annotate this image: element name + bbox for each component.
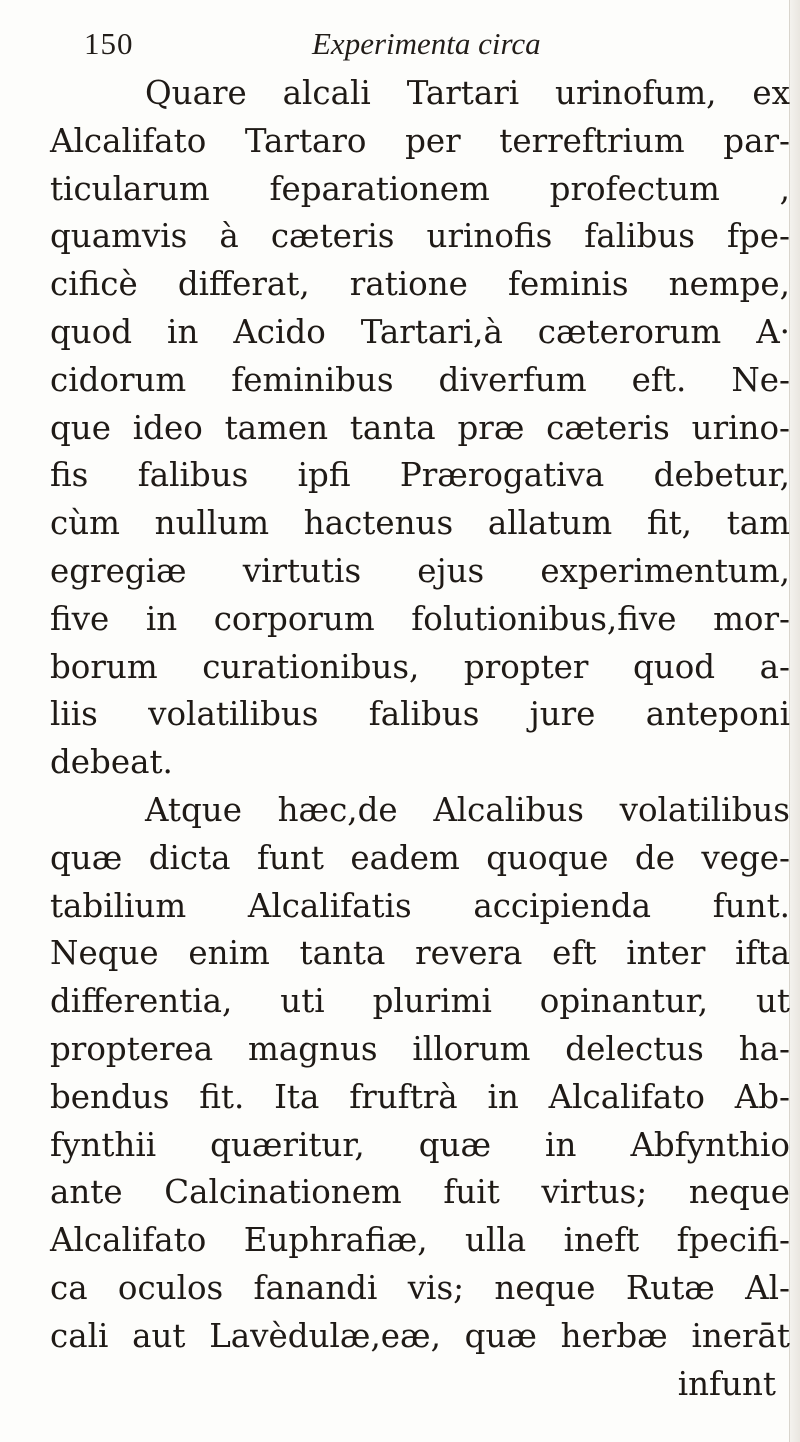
page-number: 150 — [84, 26, 134, 61]
body-text — [50, 70, 790, 1408]
text-line: cali aut Lavèdulæ,eæ, quæ herbæ inerāt — [50, 1316, 790, 1355]
text-line: cùm nullum hactenus allatum fit, tam — [50, 504, 790, 543]
text-line: bendus fit. Ita fruftrà in Alcalifato Ab- — [50, 1077, 790, 1116]
text-line: cidorum feminibus diverfum eft. Ne- — [50, 360, 790, 399]
text-line: five in corporum folutionibus,five mor- — [50, 599, 790, 638]
page-header — [84, 22, 734, 72]
text-line: fynthii quæritur, quæ in Abfynthio — [50, 1125, 790, 1164]
text-line: cificè differat, ratione feminis nempe, — [50, 265, 790, 304]
text-line: debeat. — [50, 743, 173, 782]
text-line: ca oculos fanandi vis; neque Rutæ Al- — [50, 1268, 790, 1307]
text-line: tabilium Alcalifatis accipienda funt. — [50, 886, 790, 925]
text-line: quæ dicta funt eadem quoque de vege- — [50, 838, 790, 877]
page-edge — [789, 0, 800, 1442]
text-line: Alcalifato Euphrafiæ, ulla ineft fpecifi- — [50, 1221, 790, 1260]
text-line: ticularum feparationem profectum , — [50, 169, 790, 208]
text-line: differentia, uti plurimi opinantur, ut — [50, 982, 790, 1021]
text-line: ante Calcinationem fuit virtus; neque — [50, 1173, 790, 1212]
running-head: Experimenta circa — [312, 26, 541, 61]
text-line: propterea magnus illorum delectus ha- — [50, 1029, 790, 1068]
text-line: quamvis à cæteris urinofis falibus fpe- — [50, 217, 790, 256]
text-line: Quare alcali Tartari urinofum, ex — [145, 74, 790, 112]
text-line: egregiæ virtutis ejus experimentum, — [50, 551, 790, 590]
text-line: fis falibus ipfi Prærogativa debetur, — [50, 456, 790, 495]
text-line: Alcalifato Tartaro per terreftrium par- — [50, 121, 790, 160]
text-line: Atque hæc,de Alcalibus volatilibus — [145, 790, 790, 829]
text-line: liis volatilibus falibus jure anteponi — [50, 695, 790, 734]
text-line: que ideo tamen tanta præ cæteris urino- — [50, 408, 790, 447]
text-line: borum curationibus, propter quod a- — [50, 647, 790, 686]
text-line: Neque enim tanta revera eft inter ifta — [50, 934, 790, 973]
catchword: infunt — [677, 1364, 776, 1403]
text-line: quod in Acido Tartari,à cæterorum A· — [50, 312, 790, 351]
